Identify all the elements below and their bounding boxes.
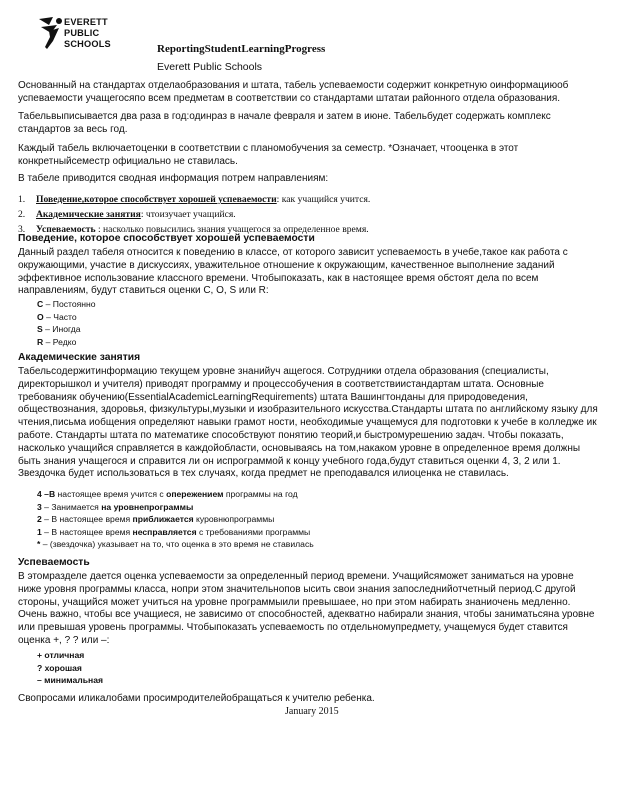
list-item: C – Постоянно xyxy=(37,299,96,309)
torch-logo-icon xyxy=(37,15,67,51)
directions-list xyxy=(18,192,598,237)
document-subtitle: Everett Public Schools xyxy=(157,61,263,73)
intro-paragraph-4: В табеле приводится сводная информация потрем направлениям: xyxy=(18,173,329,184)
list-item: 3. Успеваемость : насколько повысились знания учащегося за определенное время. xyxy=(18,224,369,235)
list-item: ? хорошая xyxy=(37,662,82,673)
list-item: 2 – В настоящее время приближается куровнюпрограммы xyxy=(37,514,275,525)
academic-codes xyxy=(37,488,314,551)
section-heading-progress: Успеваемость xyxy=(18,557,90,568)
document-title: ReportingStudentLearningProgress xyxy=(157,43,326,55)
document-date: January 2015 xyxy=(285,706,339,717)
section-heading-academic: Академические занятия xyxy=(18,352,141,363)
list-item: – минимальная xyxy=(37,675,104,686)
progress-codes xyxy=(37,649,103,687)
intro-paragraph-3: Каждый табель включаетоценки в соответствии с планомобучения за семестр. *Означает, чтооценка в этот конкретныйсеместр официально не ставилась. xyxy=(18,143,519,167)
section-heading-behavior: Поведение, которое способствует хорошей успеваемости xyxy=(18,233,315,244)
list-item: 4 –В настоящее время учится с опережением программы на год xyxy=(37,489,298,499)
behavior-paragraph: Данный раздел табеля относится к поведению в классе, от которого зависит успеваемость в учебе,такое как работа с окружающими, участие в дискуссиях, уважительное отношение к окружающим, качественное выполнение заданий эффективное использование классного времени. Чтобыпоказать, как в настоящее время обстоят дела по всем направлениям, будут ставиться оценки С, О, S или R: xyxy=(18,247,568,297)
contact-note: Свопросами иликалобами просимродителейобращаться к учителю ребенка. xyxy=(18,693,375,704)
list-item: + отличная xyxy=(37,650,85,660)
list-item: S – Иногда xyxy=(37,324,81,335)
logo-wordmark: EVERETT PUBLIC SCHOOLS xyxy=(64,17,111,49)
list-item: 2. Академические занятия: чтоизучает учащийся. xyxy=(18,209,236,220)
progress-paragraph: В этомразделе дается оценка успеваемости за определенный период времени. Учащийсяможет заниматься на уровне ниже уровня программы класса, нопри этом значительнопов ысить свои знания запоследнийотчетный период.С другой стороны, учащийся может учиться на уровне программыили превышаее, но при этом набирать знаниочень медленно. Очень важно, чтобы все учащиеся, не зависимо от способностей, адекватно набирали знания, чтобы заниматьсяна уровне или превышая уровень программы. Чтобыпоказать успеваемость по отдельномупредмету, учащемуся будет ставится оценка +, ? ? или –: xyxy=(18,571,595,646)
list-item: R – Редко xyxy=(37,336,77,347)
intro-paragraph-2: Табельвыписывается два раза в год:одинраз в начале февраля и затем в июне. Табельбудет содержать комплекс стандартов за весь год. xyxy=(18,111,551,135)
list-item: * – (звездочка) указывает на то, что оценка в это время не ставилась xyxy=(37,539,314,550)
district-logo xyxy=(37,15,127,55)
intro-paragraph-1: Основанный на стандартах отделаобразования и штата, табель успеваемости содержит конкретную оинформациюоб успеваемости учащегосяпо всем предметам в соответствии со стандартами штатаи районного отдела образования. xyxy=(18,80,569,104)
list-item: O – Часто xyxy=(37,311,77,322)
academic-paragraph: Табельсодержитинформацию текущем уровне знанийуч ащегося. Сотрудники отдела образования (специалисты, директорышкол и учителя) приводят программу и процессобучения в соответствиистандартам штата. Основные требованияк обучению(EssentialAcademicLearningRequirements) штата Вашингтонданы для природоведения, обществознания, здоровья, физкультуры,музыки и изобразительного искусства.Стандарты штата по английскому языку для чтения,письма иобщения определяют навыки грамот ности, необходимые учащемуся для подготовки к учебе в колледже ик работе. Стандарты штата по математике способствуют понятию теорий,и быстромурешению задач. Чтобы показать, насколько учащийся справляется в каждойобласти, основываясь на том,накаком уровне в определенное время должны быть знания учащегося и справится ли он испрограммой к концу учебного года,будут ставиться оценки 4, 3, 2 или 1. Звездочка будет использоваться в тех случаях, когда предмет не преподавался илиоценка не ставилась. xyxy=(18,366,598,480)
behavior-codes xyxy=(37,298,96,348)
list-item: 1. Поведение,которое способствует хорошей успеваемости: как учащийся учится. xyxy=(18,194,371,205)
list-item: 1 – В настоящее время несправляется с требованиями программы xyxy=(37,526,311,537)
list-item: 3 – Занимается на уровнепрограммы xyxy=(37,501,194,512)
